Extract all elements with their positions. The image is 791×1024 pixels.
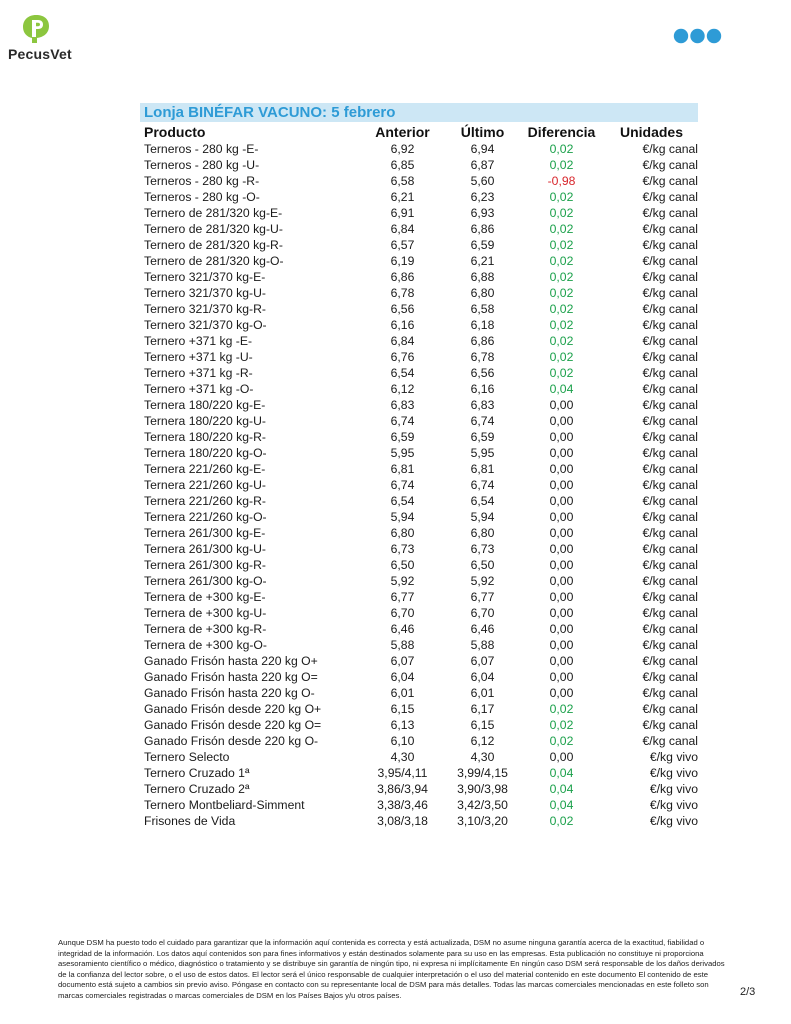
- cell-unidades: €/kg canal: [642, 622, 698, 636]
- table-row: [140, 637, 698, 653]
- cell-producto: Ternero Cruzado 1ª: [144, 766, 250, 780]
- cell-anterior: 6,58: [390, 174, 415, 188]
- cell-diferencia: 0,04: [549, 782, 574, 796]
- cell-diferencia: 0,02: [549, 206, 574, 220]
- cell-anterior: 6,91: [390, 206, 415, 220]
- cell-ultimo: 6,86: [470, 222, 495, 236]
- cell-unidades: €/kg canal: [642, 446, 698, 460]
- cell-anterior: 6,80: [390, 526, 415, 540]
- cell-unidades: €/kg canal: [642, 318, 698, 332]
- cell-diferencia: 0,02: [549, 254, 574, 268]
- table-row: [140, 445, 698, 461]
- cell-anterior: 6,21: [390, 190, 415, 204]
- cell-producto: Ternera 261/300 kg-U-: [144, 542, 266, 556]
- cell-ultimo: 6,80: [470, 526, 495, 540]
- cell-producto: Ternera 261/300 kg-E-: [144, 526, 266, 540]
- table-row: [140, 541, 698, 557]
- cell-ultimo: 6,58: [470, 302, 495, 316]
- cell-anterior: 6,92: [390, 142, 415, 156]
- cell-producto: Ternera de +300 kg-O-: [144, 638, 267, 652]
- cell-producto: Terneros - 280 kg -O-: [144, 190, 260, 204]
- page-number: 2/3: [740, 986, 756, 998]
- cell-diferencia: -0,98: [547, 174, 576, 188]
- table-row: [140, 797, 698, 813]
- cell-ultimo: 6,77: [470, 590, 495, 604]
- cell-anterior: 6,70: [390, 606, 415, 620]
- cell-diferencia: 0,00: [549, 558, 574, 572]
- table-row: [140, 701, 698, 717]
- table-row: [140, 733, 698, 749]
- cell-diferencia: 0,00: [549, 654, 574, 668]
- cell-ultimo: 6,50: [470, 558, 495, 572]
- table-row: [140, 253, 698, 269]
- table-row: [140, 189, 698, 205]
- cell-unidades: €/kg canal: [642, 334, 698, 348]
- cell-anterior: 6,01: [390, 686, 415, 700]
- cell-unidades: €/kg canal: [642, 350, 698, 364]
- cell-ultimo: 6,04: [470, 670, 495, 684]
- cell-unidades: €/kg vivo: [649, 814, 698, 828]
- cell-anterior: 6,84: [390, 222, 415, 236]
- cell-ultimo: 5,92: [470, 574, 495, 588]
- cell-diferencia: 0,02: [549, 222, 574, 236]
- table-row: [140, 765, 698, 781]
- cell-producto: Ternera 221/260 kg-O-: [144, 510, 267, 524]
- cell-unidades: €/kg canal: [642, 142, 698, 156]
- cell-producto: Ternero de 281/320 kg-U-: [144, 222, 283, 236]
- table-row: [140, 653, 698, 669]
- cell-diferencia: 0,00: [549, 574, 574, 588]
- table-row: [140, 749, 698, 765]
- cell-anterior: 6,78: [390, 286, 415, 300]
- cell-unidades: €/kg canal: [642, 734, 698, 748]
- cell-diferencia: 0,02: [549, 702, 574, 716]
- cell-unidades: €/kg canal: [642, 270, 698, 284]
- table-row: [140, 237, 698, 253]
- cell-unidades: €/kg canal: [642, 174, 698, 188]
- cell-producto: Ternero 321/370 kg-R-: [144, 302, 266, 316]
- disclaimer-text: Aunque DSM ha puesto todo el cuidado para garantizar que la información aquí contenida es correcta y está actualizada, DSM no asume ninguna garantía acerca de la exactitud, fiabilidad o integridad de la información. Los datos aquí contenidos son para fines informativos y están destinados solamente para su uso en las empresas. Esta publicación no constituye ni proporciona asesoramiento científico o médico, diagnóstico o tratamiento y se distribuye sin garantía de ningún tipo, ni expresa ni implícitamente En ningún caso DSM será responsable de los daños derivados de la confianza del lector sobre, o el uso de estos datos. El lector será el único responsable de cualquier interpretación o el uso del material contenido en este documento El contenido de este documento está sujeto a cambios sin previo aviso. Póngase en contacto con su representante local de DSM para más detalles. Todas las marcas comerciales mencionadas en este folleto son marcas comerciales registradas o marcas comerciales de DSM en los Países Bajos y/u otros países.: [58, 938, 725, 1000]
- cell-ultimo: 6,87: [470, 158, 495, 172]
- cell-anterior: 3,08/3,18: [377, 814, 428, 828]
- cell-diferencia: 0,02: [549, 734, 574, 748]
- col-header-unidades: Unidades: [619, 124, 683, 140]
- col-header-ultimo: Último: [460, 124, 505, 140]
- col-header-producto: Producto: [144, 124, 206, 140]
- cell-diferencia: 0,04: [549, 766, 574, 780]
- cell-ultimo: 6,70: [470, 606, 495, 620]
- cell-diferencia: 0,02: [549, 158, 574, 172]
- cell-anterior: 6,15: [390, 702, 415, 716]
- cell-producto: Ternero Cruzado 2ª: [144, 782, 250, 796]
- cell-producto: Ternero +371 kg -R-: [144, 366, 253, 380]
- cell-anterior: 6,57: [390, 238, 415, 252]
- cell-unidades: €/kg canal: [642, 414, 698, 428]
- cell-unidades: €/kg canal: [642, 526, 698, 540]
- pecusvet-logo-icon: [22, 14, 50, 44]
- cell-unidades: €/kg canal: [642, 366, 698, 380]
- cell-diferencia: 0,02: [549, 286, 574, 300]
- header-dots-icon: [673, 28, 723, 44]
- cell-producto: Ternera 221/260 kg-U-: [144, 478, 266, 492]
- cell-ultimo: 3,10/3,20: [457, 814, 508, 828]
- table-row: [140, 477, 698, 493]
- cell-anterior: 6,13: [390, 718, 415, 732]
- cell-ultimo: 6,93: [470, 206, 495, 220]
- cell-anterior: 6,54: [390, 366, 415, 380]
- table-row: [140, 493, 698, 509]
- cell-producto: Ternera 221/260 kg-E-: [144, 462, 266, 476]
- cell-unidades: €/kg canal: [642, 302, 698, 316]
- cell-producto: Ternera de +300 kg-R-: [144, 622, 267, 636]
- cell-producto: Ternero 321/370 kg-U-: [144, 286, 266, 300]
- cell-anterior: 5,94: [390, 510, 415, 524]
- cell-producto: Ternera 261/300 kg-R-: [144, 558, 266, 572]
- table-row: [140, 413, 698, 429]
- cell-unidades: €/kg canal: [642, 382, 698, 396]
- cell-diferencia: 0,00: [549, 750, 574, 764]
- cell-ultimo: 6,07: [470, 654, 495, 668]
- cell-unidades: €/kg canal: [642, 542, 698, 556]
- cell-diferencia: 0,02: [549, 718, 574, 732]
- cell-producto: Ternero 321/370 kg-E-: [144, 270, 266, 284]
- cell-ultimo: 6,81: [470, 462, 495, 476]
- cell-ultimo: 6,12: [470, 734, 495, 748]
- cell-ultimo: 6,15: [470, 718, 495, 732]
- cell-diferencia: 0,00: [549, 462, 574, 476]
- table-row: [140, 157, 698, 173]
- cell-ultimo: 6,18: [470, 318, 495, 332]
- report-title: Lonja BINÉFAR VACUNO: 5 febrero: [144, 104, 396, 121]
- cell-producto: Ternera 180/220 kg-R-: [144, 430, 266, 444]
- table-row: [140, 381, 698, 397]
- cell-diferencia: 0,00: [549, 686, 574, 700]
- cell-unidades: €/kg canal: [642, 558, 698, 572]
- cell-anterior: 6,04: [390, 670, 415, 684]
- cell-diferencia: 0,00: [549, 542, 574, 556]
- cell-ultimo: 6,94: [470, 142, 495, 156]
- cell-ultimo: 6,80: [470, 286, 495, 300]
- cell-anterior: 3,95/4,11: [377, 766, 428, 780]
- cell-anterior: 6,59: [390, 430, 415, 444]
- cell-anterior: 6,74: [390, 478, 415, 492]
- pecusvet-logo: [8, 14, 78, 66]
- cell-unidades: €/kg canal: [642, 574, 698, 588]
- cell-anterior: 6,83: [390, 398, 415, 412]
- cell-unidades: €/kg vivo: [649, 782, 698, 796]
- table-row: [140, 589, 698, 605]
- cell-unidades: €/kg canal: [642, 606, 698, 620]
- cell-ultimo: 6,78: [470, 350, 495, 364]
- cell-producto: Ganado Frisón desde 220 kg O=: [144, 718, 322, 732]
- price-table: [140, 123, 698, 829]
- cell-anterior: 6,12: [390, 382, 415, 396]
- table-row: [140, 205, 698, 221]
- cell-anterior: 6,74: [390, 414, 415, 428]
- table-row: [140, 141, 698, 157]
- cell-producto: Ternero de 281/320 kg-O-: [144, 254, 284, 268]
- cell-diferencia: 0,04: [549, 382, 574, 396]
- cell-unidades: €/kg canal: [642, 494, 698, 508]
- col-header-diferencia: Diferencia: [527, 124, 596, 140]
- cell-unidades: €/kg canal: [642, 510, 698, 524]
- table-row: [140, 685, 698, 701]
- table-row: [140, 781, 698, 797]
- cell-producto: Ternero de 281/320 kg-E-: [144, 206, 283, 220]
- cell-anterior: 6,46: [390, 622, 415, 636]
- cell-diferencia: 0,00: [549, 526, 574, 540]
- cell-ultimo: 6,74: [470, 414, 495, 428]
- cell-producto: Ternero +371 kg -O-: [144, 382, 254, 396]
- cell-unidades: €/kg canal: [642, 398, 698, 412]
- table-row: [140, 461, 698, 477]
- cell-ultimo: 6,01: [470, 686, 495, 700]
- cell-ultimo: 6,17: [470, 702, 495, 716]
- cell-unidades: €/kg canal: [642, 430, 698, 444]
- cell-ultimo: 6,54: [470, 494, 495, 508]
- cell-diferencia: 0,02: [549, 270, 574, 284]
- cell-unidades: €/kg canal: [642, 462, 698, 476]
- brand-name: PecusVet: [8, 46, 72, 62]
- cell-unidades: €/kg canal: [642, 718, 698, 732]
- cell-diferencia: 0,00: [549, 414, 574, 428]
- cell-producto: Ganado Frisón hasta 220 kg O=: [144, 670, 318, 684]
- table-row: [140, 285, 698, 301]
- cell-ultimo: 4,30: [470, 750, 495, 764]
- table-row: [140, 717, 698, 733]
- cell-ultimo: 6,16: [470, 382, 495, 396]
- cell-producto: Ganado Frisón hasta 220 kg O-: [144, 686, 315, 700]
- cell-ultimo: 6,74: [470, 478, 495, 492]
- cell-ultimo: 5,95: [470, 446, 495, 460]
- table-row: [140, 221, 698, 237]
- cell-anterior: 6,50: [390, 558, 415, 572]
- cell-ultimo: 6,73: [470, 542, 495, 556]
- cell-ultimo: 6,21: [470, 254, 495, 268]
- cell-anterior: 4,30: [390, 750, 415, 764]
- table-row: [140, 349, 698, 365]
- cell-producto: Terneros - 280 kg -U-: [144, 158, 260, 172]
- cell-diferencia: 0,00: [549, 638, 574, 652]
- cell-unidades: €/kg canal: [642, 222, 698, 236]
- table-row: [140, 557, 698, 573]
- cell-ultimo: 3,90/3,98: [457, 782, 508, 796]
- cell-diferencia: 0,02: [549, 318, 574, 332]
- cell-anterior: 6,54: [390, 494, 415, 508]
- cell-diferencia: 0,00: [549, 430, 574, 444]
- cell-producto: Ternera 221/260 kg-R-: [144, 494, 266, 508]
- table-row: [140, 333, 698, 349]
- table-row: [140, 269, 698, 285]
- cell-ultimo: 5,60: [470, 174, 495, 188]
- cell-ultimo: 6,23: [470, 190, 495, 204]
- cell-diferencia: 0,04: [549, 798, 574, 812]
- cell-diferencia: 0,00: [549, 478, 574, 492]
- cell-unidades: €/kg canal: [642, 590, 698, 604]
- cell-anterior: 6,73: [390, 542, 415, 556]
- cell-producto: Terneros - 280 kg -E-: [144, 142, 259, 156]
- cell-anterior: 6,81: [390, 462, 415, 476]
- cell-diferencia: 0,02: [549, 814, 574, 828]
- table-row: [140, 813, 698, 829]
- cell-anterior: 5,88: [390, 638, 415, 652]
- cell-ultimo: 6,59: [470, 430, 495, 444]
- cell-anterior: 6,86: [390, 270, 415, 284]
- cell-ultimo: 6,59: [470, 238, 495, 252]
- table-row: [140, 525, 698, 541]
- table-header-row: [140, 123, 698, 141]
- cell-anterior: 6,16: [390, 318, 415, 332]
- cell-producto: Ternero de 281/320 kg-R-: [144, 238, 283, 252]
- cell-unidades: €/kg canal: [642, 670, 698, 684]
- cell-diferencia: 0,00: [549, 510, 574, 524]
- cell-unidades: €/kg canal: [642, 238, 698, 252]
- cell-unidades: €/kg vivo: [649, 798, 698, 812]
- cell-unidades: €/kg canal: [642, 686, 698, 700]
- cell-ultimo: 3,42/3,50: [457, 798, 508, 812]
- cell-anterior: 6,07: [390, 654, 415, 668]
- table-row: [140, 365, 698, 381]
- cell-diferencia: 0,00: [549, 590, 574, 604]
- cell-diferencia: 0,02: [549, 366, 574, 380]
- cell-ultimo: 6,83: [470, 398, 495, 412]
- cell-unidades: €/kg canal: [642, 254, 698, 268]
- cell-anterior: 6,76: [390, 350, 415, 364]
- cell-unidades: €/kg canal: [642, 654, 698, 668]
- cell-producto: Ganado Frisón desde 220 kg O-: [144, 734, 319, 748]
- cell-unidades: €/kg vivo: [649, 766, 698, 780]
- cell-ultimo: 6,86: [470, 334, 495, 348]
- cell-anterior: 6,10: [390, 734, 415, 748]
- cell-producto: Ternero Selecto: [144, 750, 230, 764]
- table-row: [140, 317, 698, 333]
- cell-producto: Ternero +371 kg -U-: [144, 350, 253, 364]
- cell-ultimo: 3,99/4,15: [457, 766, 508, 780]
- cell-unidades: €/kg canal: [642, 638, 698, 652]
- cell-ultimo: 6,56: [470, 366, 495, 380]
- cell-diferencia: 0,00: [549, 494, 574, 508]
- cell-anterior: 6,77: [390, 590, 415, 604]
- cell-diferencia: 0,02: [549, 190, 574, 204]
- cell-diferencia: 0,00: [549, 446, 574, 460]
- cell-ultimo: 6,46: [470, 622, 495, 636]
- price-table-body: [140, 141, 698, 829]
- cell-unidades: €/kg canal: [642, 190, 698, 204]
- cell-producto: Ternero 321/370 kg-O-: [144, 318, 267, 332]
- report-title-bar: [140, 103, 698, 122]
- cell-unidades: €/kg vivo: [649, 750, 698, 764]
- table-row: [140, 301, 698, 317]
- cell-unidades: €/kg canal: [642, 286, 698, 300]
- cell-diferencia: 0,00: [549, 398, 574, 412]
- cell-anterior: 6,19: [390, 254, 415, 268]
- cell-anterior: 3,38/3,46: [377, 798, 428, 812]
- cell-ultimo: 6,88: [470, 270, 495, 284]
- cell-ultimo: 5,88: [470, 638, 495, 652]
- cell-producto: Ganado Frisón desde 220 kg O+: [144, 702, 322, 716]
- cell-diferencia: 0,02: [549, 238, 574, 252]
- cell-diferencia: 0,00: [549, 670, 574, 684]
- cell-producto: Ternero +371 kg -E-: [144, 334, 253, 348]
- col-header-anterior: Anterior: [375, 124, 430, 140]
- table-row: [140, 605, 698, 621]
- cell-unidades: €/kg canal: [642, 478, 698, 492]
- table-row: [140, 173, 698, 189]
- cell-producto: Ternera 180/220 kg-O-: [144, 446, 267, 460]
- cell-diferencia: 0,02: [549, 334, 574, 348]
- cell-producto: Ternera de +300 kg-E-: [144, 590, 266, 604]
- cell-producto: Terneros - 280 kg -R-: [144, 174, 260, 188]
- cell-producto: Ternera de +300 kg-U-: [144, 606, 267, 620]
- cell-anterior: 6,56: [390, 302, 415, 316]
- cell-anterior: 6,85: [390, 158, 415, 172]
- table-row: [140, 621, 698, 637]
- cell-unidades: €/kg canal: [642, 702, 698, 716]
- cell-diferencia: 0,02: [549, 142, 574, 156]
- cell-producto: Frisones de Vida: [144, 814, 236, 828]
- cell-diferencia: 0,00: [549, 622, 574, 636]
- cell-diferencia: 0,00: [549, 606, 574, 620]
- table-row: [140, 397, 698, 413]
- cell-producto: Ternera 261/300 kg-O-: [144, 574, 267, 588]
- cell-producto: Ternera 180/220 kg-U-: [144, 414, 266, 428]
- cell-anterior: 5,92: [390, 574, 415, 588]
- cell-producto: Ternero Montbeliard-Simment: [144, 798, 305, 812]
- cell-producto: Ternera 180/220 kg-E-: [144, 398, 266, 412]
- table-row: [140, 573, 698, 589]
- cell-anterior: 3,86/3,94: [377, 782, 428, 796]
- table-row: [140, 669, 698, 685]
- table-row: [140, 509, 698, 525]
- table-row: [140, 429, 698, 445]
- cell-ultimo: 5,94: [470, 510, 495, 524]
- cell-unidades: €/kg canal: [642, 158, 698, 172]
- cell-anterior: 6,84: [390, 334, 415, 348]
- cell-diferencia: 0,02: [549, 302, 574, 316]
- cell-anterior: 5,95: [390, 446, 415, 460]
- cell-unidades: €/kg canal: [642, 206, 698, 220]
- cell-diferencia: 0,02: [549, 350, 574, 364]
- cell-producto: Ganado Frisón hasta 220 kg O+: [144, 654, 318, 668]
